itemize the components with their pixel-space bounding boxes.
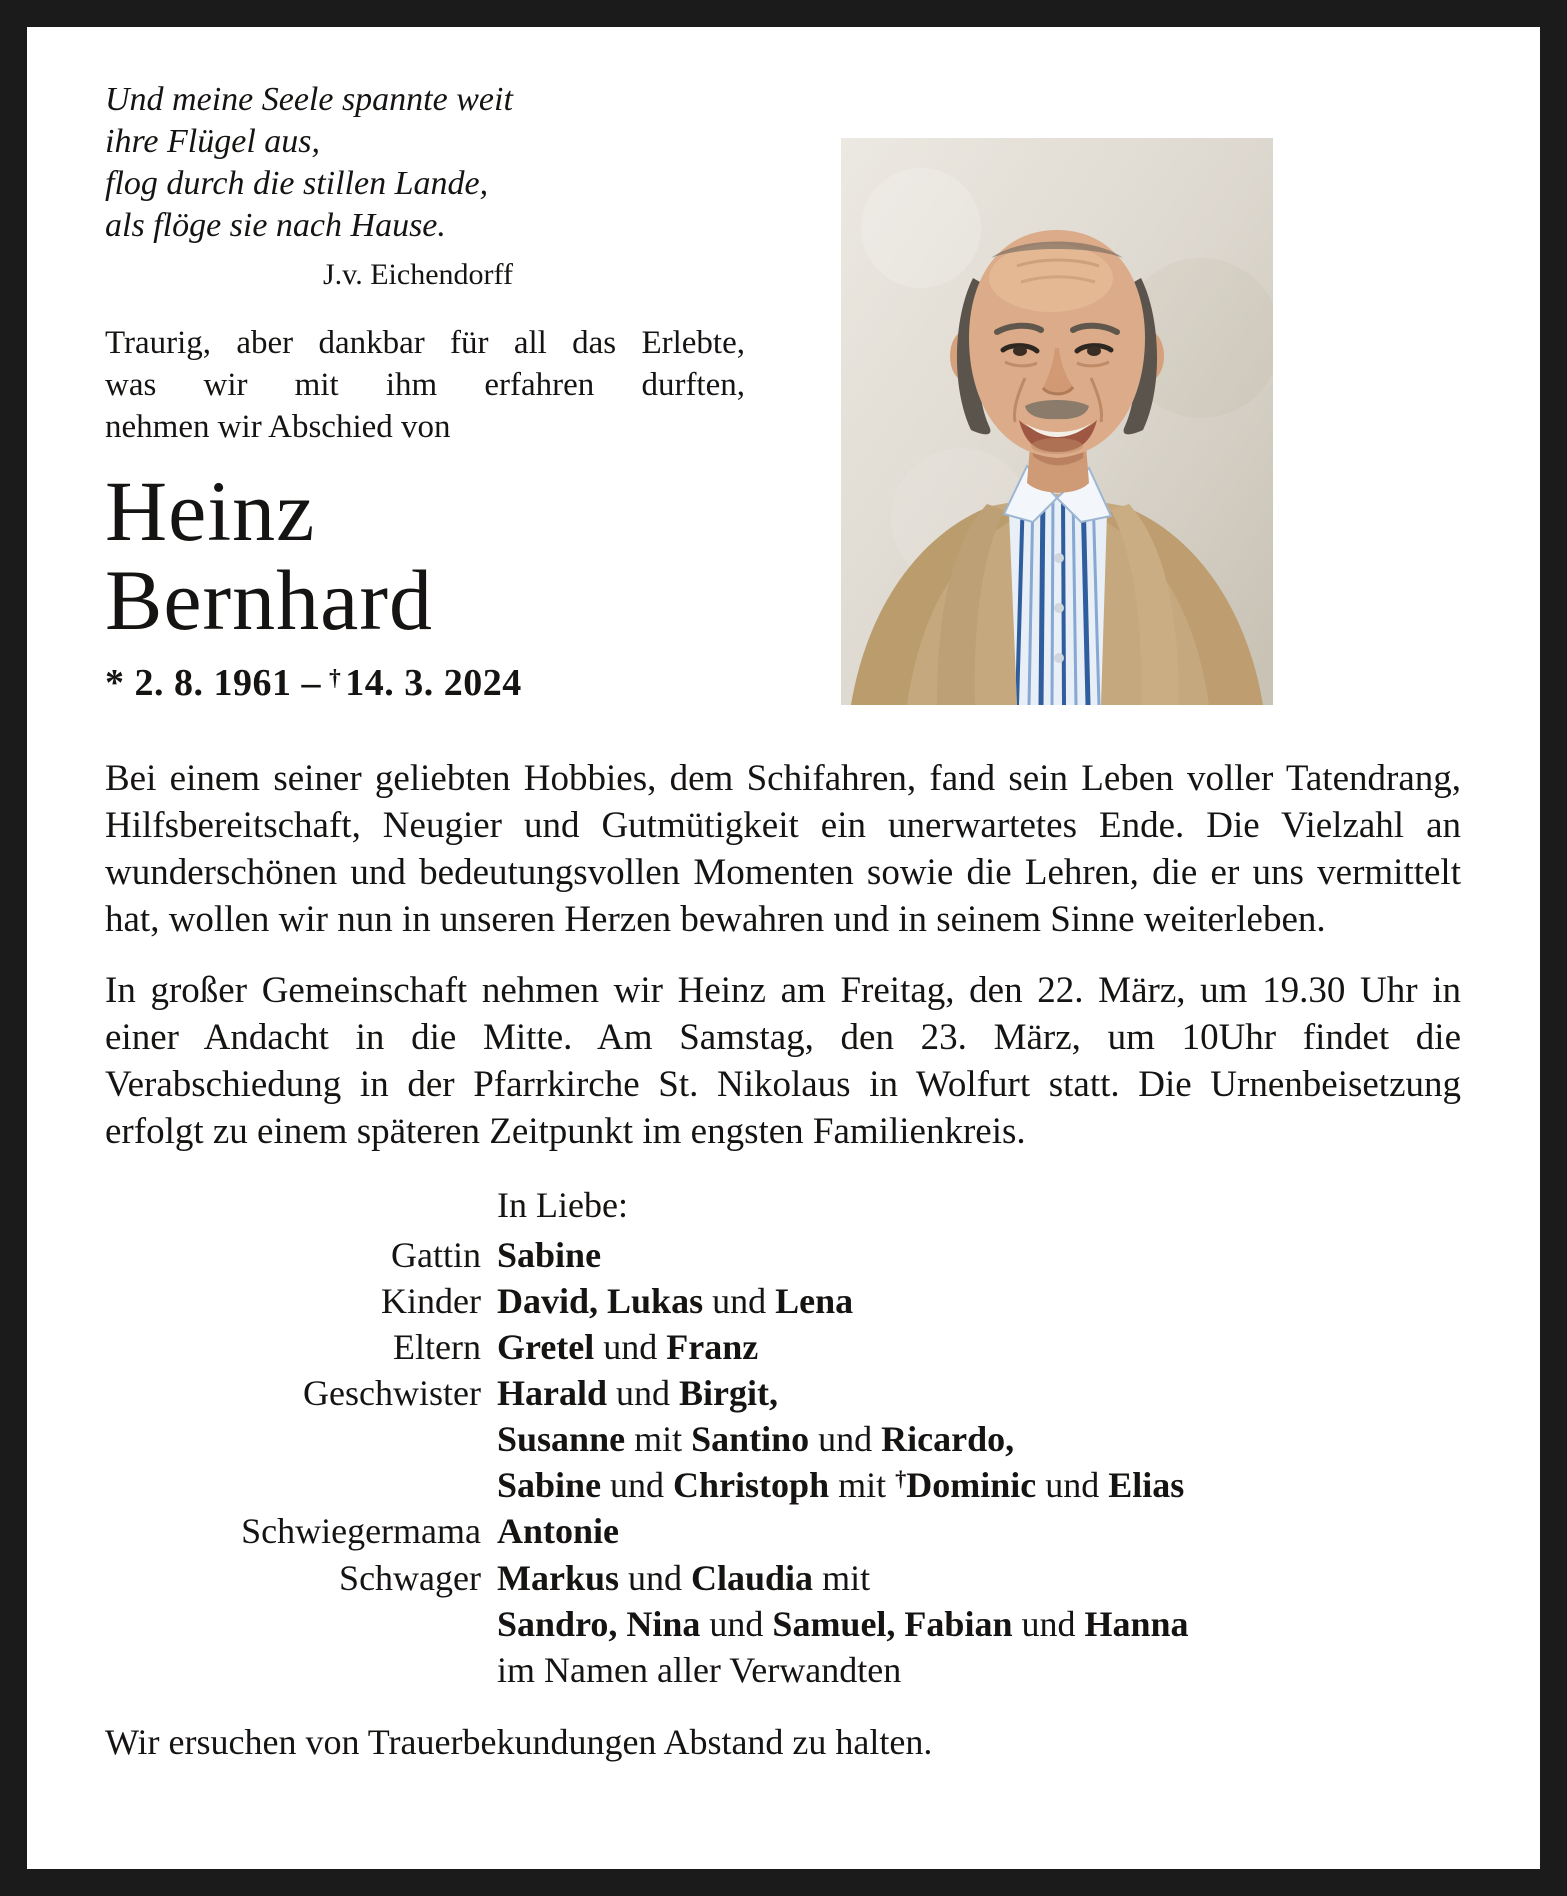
intro-line: Traurig, aber dankbar für all das Erlebte, [105, 324, 745, 361]
dagger-symbol: † [329, 664, 342, 691]
death-date: 14. 3. 2024 [345, 662, 522, 705]
poem-line: als flöge sie nach Hause. [105, 207, 446, 245]
poem-line: Und meine Seele spannte weit [105, 81, 513, 118]
family-role-label: Eltern [393, 1327, 481, 1368]
deceased-last-name: Bernhard [105, 551, 433, 648]
family-names: Susanne mit Santino und Ricardo, [497, 1419, 1015, 1460]
family-role-label: Schwiegermama [241, 1511, 481, 1552]
portrait-photo [841, 138, 1273, 705]
family-names: Sabine und Christoph mit †Dominic und Elias [497, 1465, 1185, 1506]
obituary-header [105, 79, 1461, 724]
poem-line: flog durch die stillen Lande, [105, 165, 489, 203]
family-role-label: Gattin [391, 1234, 481, 1275]
closing-note: Wir ersuchen von Trauerbekundungen Abstand zu halten. [105, 1721, 933, 1762]
intro-line: nehmen wir Abschied von [105, 408, 451, 445]
family-list [105, 1232, 1461, 1693]
intro-line: was wir mit ihm erfahren durften, [105, 366, 745, 403]
family-names: Sandro, Nina und Samuel, Fabian und Hanna [497, 1603, 1189, 1644]
family-role-label: Kinder [381, 1281, 481, 1322]
family-names: Harald und Birgit, [497, 1373, 778, 1414]
family-role-label [105, 1647, 481, 1693]
family-closing: In Liebe: [497, 1184, 628, 1225]
obituary-paragraph: Bei einem seiner geliebten Hobbies, dem Schifahren, fand sein Leben voller Tatendrang, Hilfsbereitschaft, Neugier und Gutmütigkeit ein unerwartetes Ende. Die Vielzahl an wunderschönen und bedeutungsvollen Momenten sowie die Lehren, die er uns vermittelt hat, wollen wir nun in unseren Herzen bewahren und in seinem Sinne weiterleben. [105, 758, 1461, 940]
family-role-label [105, 1601, 481, 1647]
deceased-name [105, 462, 753, 648]
family-names: David, Lukas und Lena [497, 1281, 854, 1322]
intro-text [105, 323, 745, 449]
portrait-illustration [841, 138, 1273, 705]
birth-date: * 2. 8. 1961 – [105, 662, 321, 705]
family-names: Antonie [497, 1511, 620, 1552]
family-names: im Namen aller Verwandten [497, 1649, 902, 1690]
poem-attribution: J.v. Eichendorff [323, 257, 513, 291]
family-role-label: Schwager [339, 1557, 481, 1598]
family-role-label [105, 1462, 481, 1508]
family-names: Sabine [497, 1234, 602, 1275]
family-section [105, 1182, 1461, 1693]
poem-line: ihre Flügel aus, [105, 123, 320, 161]
obituary-paragraph: In großer Gemeinschaft nehmen wir Heinz am Freitag, den 22. März, um 19.30 Uhr in einer Andacht in die Mitte. Am Samstag, den 23. März, um 10Uhr findet die Verabschiedung in der Pfarrkirche St. Nikolaus in Wolfurt statt. Die Urnenbeisetzung erfolgt zu einem späteren Zeitpunkt im engsten Familienkreis. [105, 969, 1461, 1152]
family-role-label: Geschwister [303, 1373, 481, 1414]
header-text-column [105, 79, 753, 705]
family-names: Gretel und Franz [497, 1327, 759, 1368]
family-names: Markus und Claudia mit [497, 1557, 871, 1598]
life-dates [105, 661, 753, 705]
family-role-label [105, 1416, 481, 1462]
poem [105, 79, 753, 293]
deceased-first-name: Heinz [105, 462, 316, 559]
